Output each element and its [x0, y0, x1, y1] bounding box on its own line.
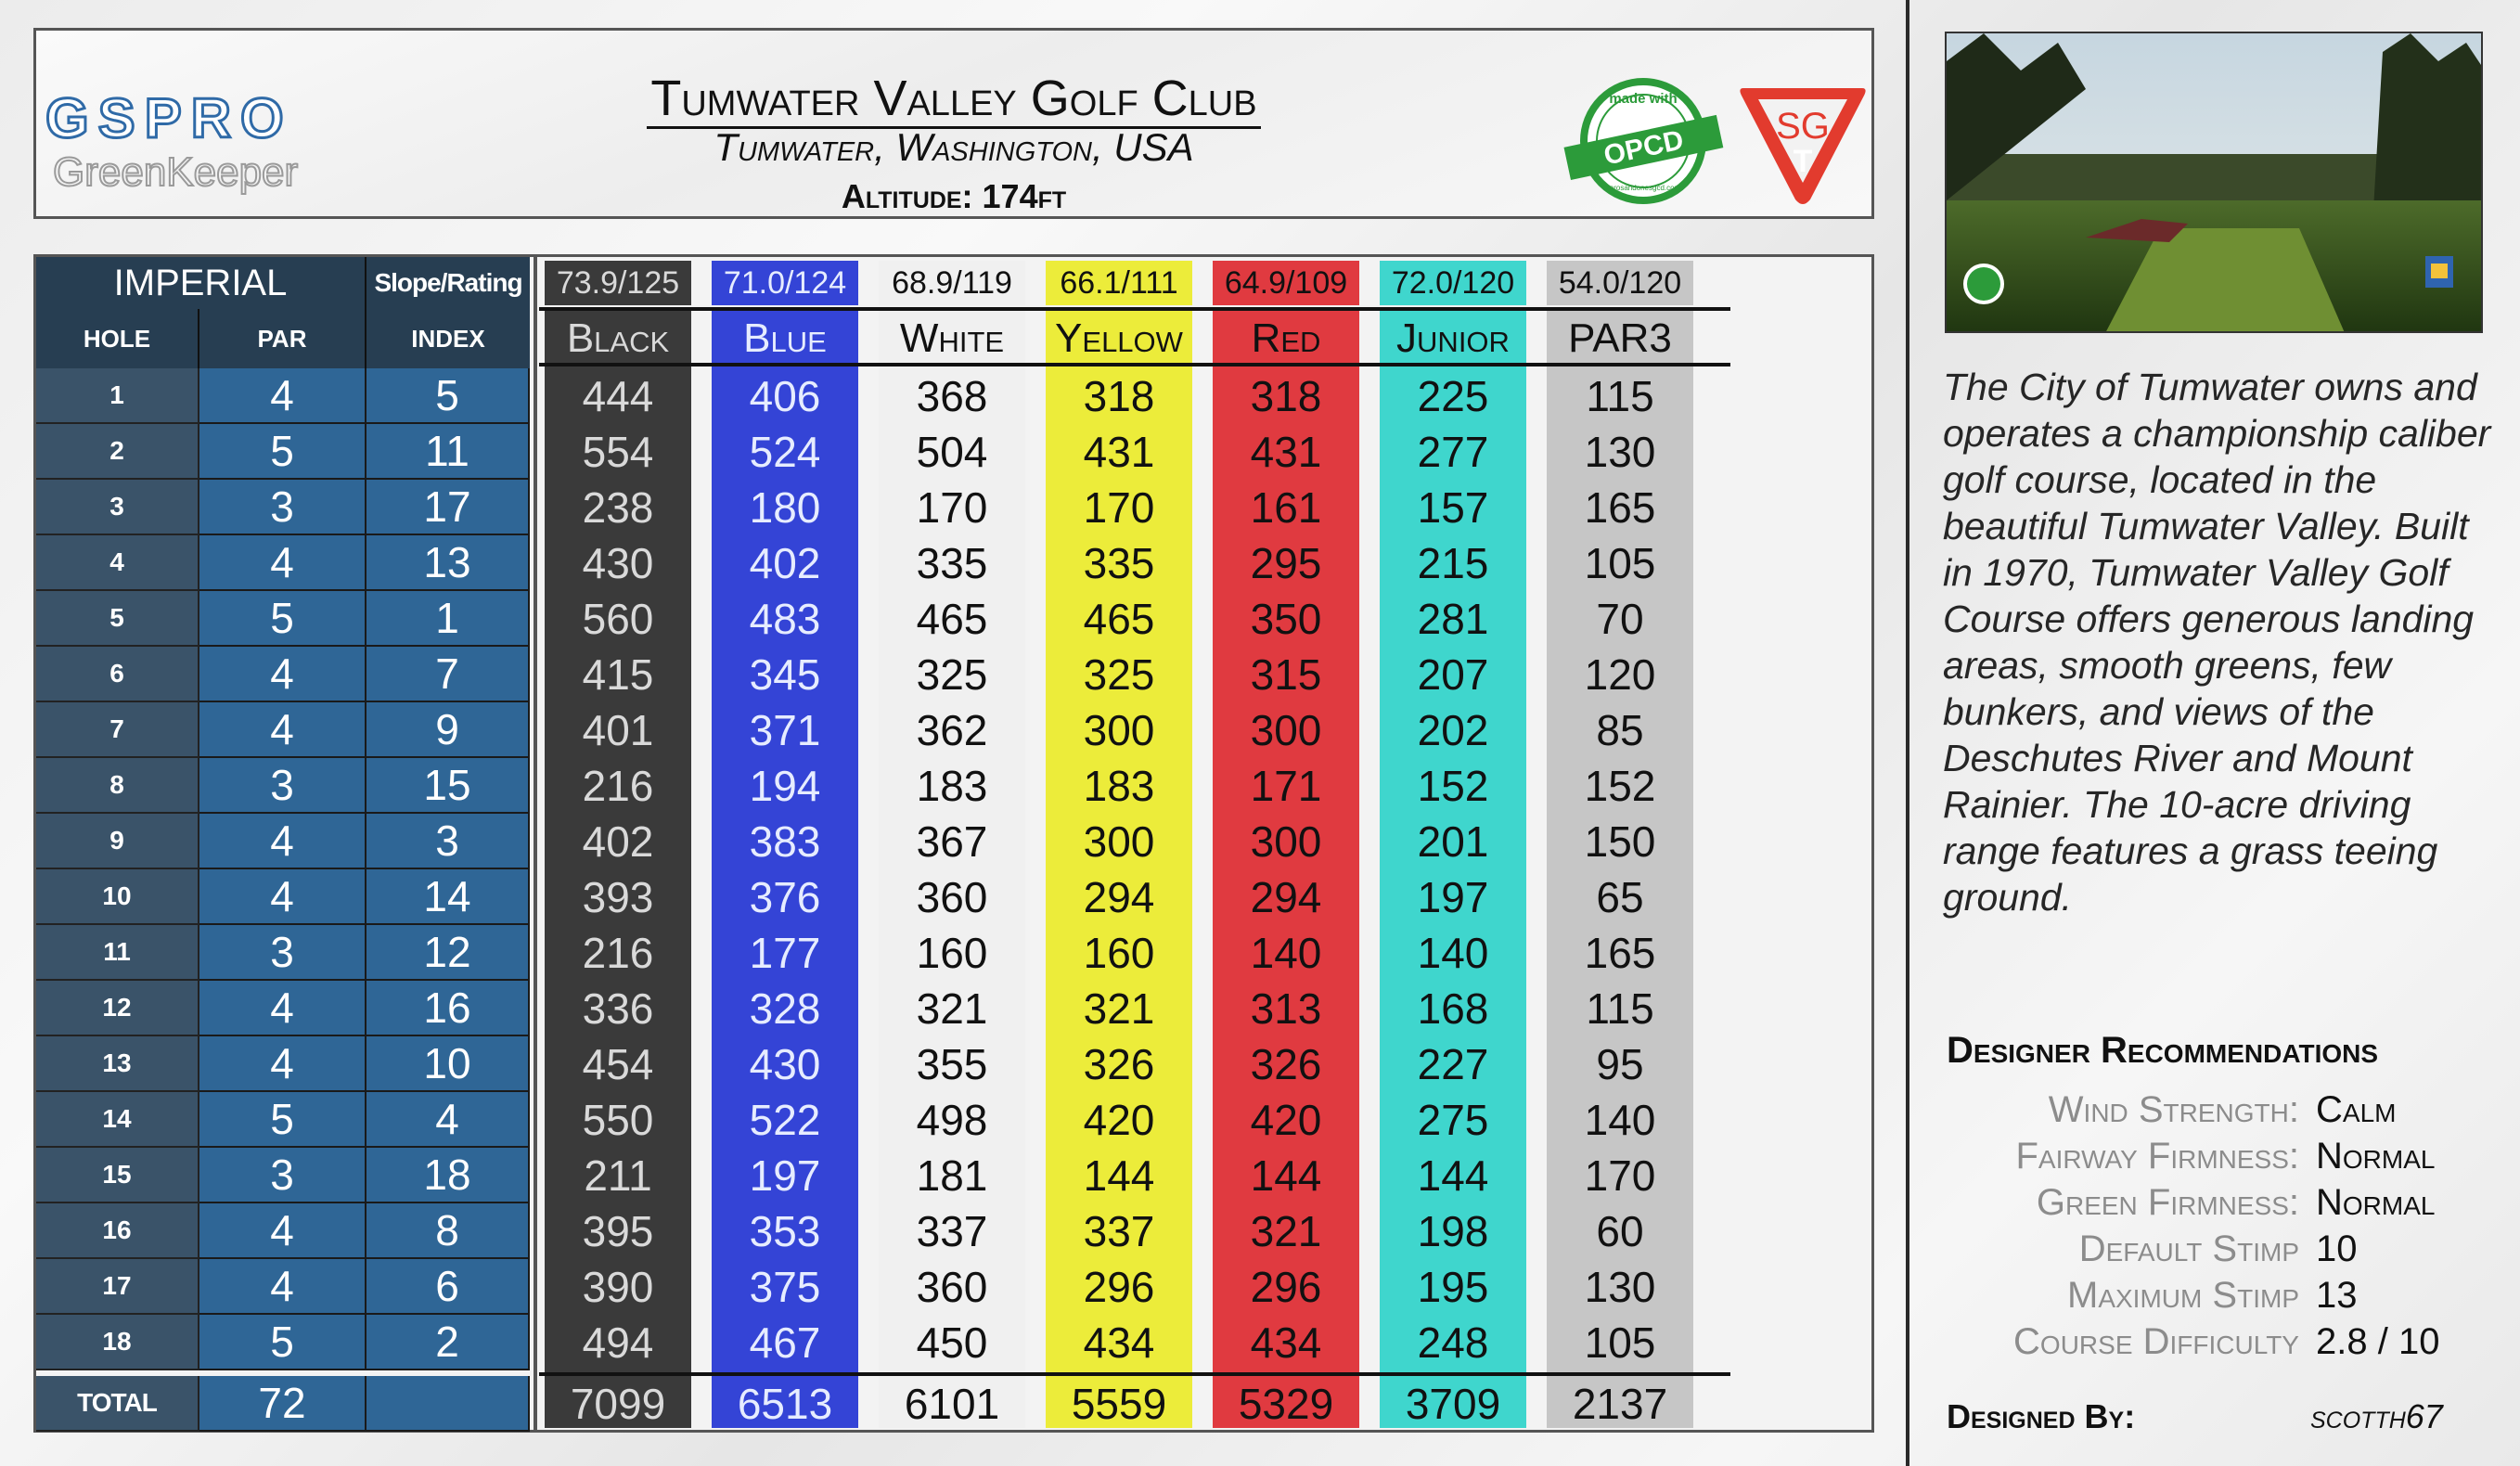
tee-name-blue: Blue	[743, 315, 827, 361]
tee-yardage: 144	[1417, 1151, 1489, 1200]
tee-total-black: 7099	[570, 1380, 666, 1428]
tee-yardage: 554	[582, 428, 654, 476]
tee-yardage: 144	[1250, 1151, 1322, 1200]
tee-yardage: 524	[749, 428, 821, 476]
hole-index: 2	[366, 1315, 530, 1370]
tee-yardage: 248	[1417, 1318, 1489, 1367]
recommendation-value: 13	[2316, 1275, 2358, 1316]
hole-number: 8	[36, 758, 199, 814]
tee-yardage: 467	[749, 1318, 821, 1367]
tee-yardage: 60	[1596, 1207, 1644, 1255]
hole-index: 13	[366, 535, 530, 591]
tee-yardage: 70	[1596, 595, 1644, 643]
hole-index: 3	[366, 814, 530, 869]
tee-yardage: 165	[1584, 483, 1656, 532]
tee-yardage: 390	[582, 1263, 654, 1311]
tee-yardage: 345	[749, 650, 821, 699]
index-column-header: INDEX	[366, 309, 530, 368]
panel-divider	[1906, 0, 1909, 1466]
recommendation-label: Green Firmness:	[2036, 1182, 2299, 1223]
tee-yardage: 353	[749, 1207, 821, 1255]
tee-yardage: 498	[916, 1096, 988, 1144]
tee-yardage: 202	[1417, 706, 1489, 754]
hole-par: 5	[199, 1092, 366, 1148]
units-label: IMPERIAL	[36, 257, 366, 309]
hole-number: 4	[36, 535, 199, 591]
tee-yardage: 367	[916, 817, 988, 866]
hole-index: 11	[366, 424, 530, 480]
column-separator	[534, 257, 537, 1432]
hole-index: 12	[366, 925, 530, 981]
tee-yardage: 198	[1417, 1207, 1489, 1255]
tee-rating-par3: 54.0/120	[1547, 261, 1693, 305]
tee-rating-junior: 72.0/120	[1380, 261, 1526, 305]
course-altitude: Altitude: 174ft	[841, 177, 1067, 215]
designer-recommendations-heading: Designer Recommendations	[1947, 1030, 2379, 1071]
tee-yardage: 350	[1250, 595, 1322, 643]
recommendation-value: 10	[2316, 1228, 2358, 1269]
tee-yardage: 371	[749, 706, 821, 754]
hole-par: 3	[199, 1148, 366, 1203]
hole-number: 5	[36, 591, 199, 647]
tee-name-par3: PAR3	[1568, 315, 1672, 361]
hole-par: 4	[199, 869, 366, 925]
tee-yardage: 300	[1083, 706, 1155, 754]
slope-rating-label: Slope/Rating	[366, 257, 530, 309]
tee-yardage: 415	[582, 650, 654, 699]
tee-yardage: 170	[916, 483, 988, 532]
total-par: 72	[199, 1376, 366, 1432]
tee-name-red: Red	[1251, 315, 1321, 361]
tee-yardage: 494	[582, 1318, 654, 1367]
tee-yardage: 337	[916, 1207, 988, 1255]
tee-yardage: 183	[1083, 762, 1155, 810]
tee-yardage: 160	[916, 929, 988, 977]
hole-index: 17	[366, 480, 530, 535]
designed-by-label: Designed By:	[1947, 1397, 2136, 1435]
hole-par: 4	[199, 647, 366, 702]
tee-yardage: 315	[1250, 650, 1322, 699]
tee-yardage: 296	[1250, 1263, 1322, 1311]
tee-yardage: 434	[1250, 1318, 1322, 1367]
tee-yardage: 144	[1083, 1151, 1155, 1200]
recommendation-label: Wind Strength:	[2048, 1089, 2299, 1130]
tee-yardage: 300	[1250, 706, 1322, 754]
hole-par: 4	[199, 981, 366, 1036]
tee-yardage: 157	[1417, 483, 1489, 532]
tee-yardage: 115	[1586, 372, 1654, 420]
recommendation-value: 2.8 / 10	[2316, 1321, 2440, 1362]
recommendation-label: Maximum Stimp	[2067, 1275, 2299, 1316]
tee-yardage: 430	[749, 1040, 821, 1088]
hole-par: 4	[199, 814, 366, 869]
tee-yardage: 130	[1584, 1263, 1656, 1311]
tee-yardage: 105	[1584, 539, 1656, 587]
hole-index: 1	[366, 591, 530, 647]
tee-yardage: 161	[1250, 483, 1322, 532]
tee-yardage: 420	[1083, 1096, 1155, 1144]
hole-index: 7	[366, 647, 530, 702]
tee-yardage: 277	[1417, 428, 1489, 476]
tee-yardage: 362	[916, 706, 988, 754]
tee-name-yellow: Yellow	[1055, 315, 1183, 361]
tee-yardage: 160	[1083, 929, 1155, 977]
course-title-text: Tumwater Valley Golf Club	[647, 71, 1260, 129]
designed-by-value: scotth67	[2310, 1397, 2443, 1435]
tee-yardage: 216	[582, 762, 654, 810]
tee-yardage: 402	[749, 539, 821, 587]
tee-yardage: 177	[749, 929, 821, 977]
tee-yardage: 375	[749, 1263, 821, 1311]
hole-index: 6	[366, 1259, 530, 1315]
tee-yardage: 294	[1250, 873, 1322, 921]
tee-rating-white: 68.9/119	[879, 261, 1025, 305]
tee-yardage: 522	[749, 1096, 821, 1144]
total-label: TOTAL	[36, 1376, 199, 1432]
hole-number: 7	[36, 702, 199, 758]
tee-yardage: 216	[582, 929, 654, 977]
tee-yardage: 355	[916, 1040, 988, 1088]
tee-yardage: 168	[1417, 984, 1489, 1033]
course-preview-image	[1945, 32, 2483, 333]
sgt-badge-sub-text: T	[1793, 144, 1813, 179]
tee-total-junior: 3709	[1405, 1380, 1501, 1428]
header-panel	[33, 28, 1874, 219]
tee-yardage: 105	[1584, 1318, 1656, 1367]
tee-yardage: 183	[916, 762, 988, 810]
tee-yardage: 295	[1250, 539, 1322, 587]
tee-yardage: 393	[582, 873, 654, 921]
tee-rating-black: 73.9/125	[545, 261, 691, 305]
hole-par: 4	[199, 702, 366, 758]
hole-index: 9	[366, 702, 530, 758]
tee-total-par3: 2137	[1572, 1380, 1668, 1428]
tee-yardage: 336	[582, 984, 654, 1033]
opcd-badge-icon	[1558, 71, 1725, 211]
hole-number: 16	[36, 1203, 199, 1259]
hole-index: 18	[366, 1148, 530, 1203]
tee-yardage: 326	[1083, 1040, 1155, 1088]
tee-yardage: 115	[1586, 984, 1654, 1033]
hole-number: 13	[36, 1036, 199, 1092]
tee-yardage: 401	[582, 706, 654, 754]
tee-yardage: 328	[749, 984, 821, 1033]
tee-yardage: 550	[582, 1096, 654, 1144]
hole-par: 5	[199, 591, 366, 647]
hole-number: 15	[36, 1148, 199, 1203]
tee-yardage: 197	[749, 1151, 821, 1200]
recommendation-value: Normal	[2316, 1182, 2436, 1223]
tee-yardage: 215	[1417, 539, 1489, 587]
tee-yardage: 95	[1596, 1040, 1644, 1088]
par-column-header: PAR	[199, 309, 366, 368]
tee-yardage: 504	[916, 428, 988, 476]
hole-par: 4	[199, 535, 366, 591]
recommendation-label: Course Difficulty	[2013, 1321, 2299, 1362]
hole-index: 8	[366, 1203, 530, 1259]
tee-yardage: 300	[1083, 817, 1155, 866]
tee-yardage: 465	[916, 595, 988, 643]
tee-yardage: 150	[1584, 817, 1656, 866]
hole-number: 6	[36, 647, 199, 702]
opcd-badge-bottom-text: zerosandonesgcd.com	[1605, 184, 1681, 192]
opcd-badge-top-text: made with	[1609, 91, 1678, 107]
hole-par: 5	[199, 424, 366, 480]
tee-yardage: 450	[916, 1318, 988, 1367]
tee-yardage: 85	[1596, 706, 1644, 754]
tee-yardage: 281	[1417, 595, 1489, 643]
greenkeeper-logo-text: GreenKeeper	[53, 149, 299, 195]
tee-yardage: 431	[1083, 428, 1155, 476]
tee-total-red: 5329	[1238, 1380, 1334, 1428]
recommendation-label: Default Stimp	[2078, 1228, 2299, 1269]
hole-index: 16	[366, 981, 530, 1036]
hole-number: 10	[36, 869, 199, 925]
tee-yardage: 321	[1083, 984, 1155, 1033]
tee-yardage: 195	[1417, 1263, 1489, 1311]
tee-yardage: 321	[1250, 1207, 1322, 1255]
course-description: The City of Tumwater owns and operates a championship caliber golf course, located in the beautiful Tumwater Valley. Built in 1970, Tumwater Valley Golf Course offers generous landing areas, smooth greens, few bunkers, and views of the Deschutes River and Mount Rainier. The 10-acre driving range features a grass teeing ground.	[1943, 366, 2491, 919]
tee-yardage: 130	[1584, 428, 1656, 476]
hole-number: 17	[36, 1259, 199, 1315]
tee-yardage: 140	[1250, 929, 1322, 977]
tee-yardage: 181	[916, 1151, 988, 1200]
sgt-badge-icon	[1736, 81, 1870, 211]
hole-par: 3	[199, 758, 366, 814]
hole-par: 4	[199, 368, 366, 424]
hole-par: 3	[199, 925, 366, 981]
hole-par: 3	[199, 480, 366, 535]
tee-name-black: Black	[566, 315, 670, 361]
tee-yardage: 444	[582, 372, 654, 420]
tee-yardage: 207	[1417, 650, 1489, 699]
tee-yardage: 431	[1250, 428, 1322, 476]
hole-number: 9	[36, 814, 199, 869]
total-index-empty	[366, 1376, 530, 1432]
tee-name-white: White	[899, 315, 1005, 361]
tee-yardage: 296	[1083, 1263, 1155, 1311]
tee-yardage: 211	[584, 1151, 652, 1200]
tee-yardage: 321	[916, 984, 988, 1033]
recommendation-value: Calm	[2316, 1089, 2397, 1130]
tee-yardage: 465	[1083, 595, 1155, 643]
hole-par: 4	[199, 1203, 366, 1259]
table-rule-line	[539, 307, 1730, 311]
tee-yardage: 420	[1250, 1096, 1322, 1144]
tee-total-blue: 6513	[737, 1380, 833, 1428]
tee-yardage: 275	[1417, 1096, 1489, 1144]
hole-par: 4	[199, 1036, 366, 1092]
tee-yardage: 360	[916, 873, 988, 921]
tee-yardage: 376	[749, 873, 821, 921]
hole-number: 3	[36, 480, 199, 535]
tee-yardage: 238	[582, 483, 654, 532]
tee-yardage: 395	[582, 1207, 654, 1255]
table-rule-line	[539, 1372, 1730, 1376]
tee-yardage: 152	[1584, 762, 1656, 810]
hole-number: 1	[36, 368, 199, 424]
tee-yardage: 180	[749, 483, 821, 532]
tee-yardage: 483	[749, 595, 821, 643]
tee-yardage: 170	[1083, 483, 1155, 532]
hole-par: 5	[199, 1315, 366, 1370]
opcd-badge-main-text: OPCD	[1601, 124, 1687, 172]
tee-yardage: 360	[916, 1263, 988, 1311]
tee-yardage: 120	[1584, 650, 1656, 699]
tee-total-yellow: 5559	[1071, 1380, 1167, 1428]
tee-yardage: 140	[1584, 1096, 1656, 1144]
hole-par: 4	[199, 1259, 366, 1315]
tee-name-junior: Junior	[1396, 315, 1510, 361]
scorecard-table	[33, 254, 1874, 1433]
tee-yardage: 152	[1417, 762, 1489, 810]
course-landscape-image	[1947, 33, 2483, 333]
tee-yardage: 325	[916, 650, 988, 699]
hole-number: 2	[36, 424, 199, 480]
sgt-badge-main-text: SG	[1776, 106, 1830, 147]
tee-yardage: 165	[1584, 929, 1656, 977]
tee-yardage: 337	[1083, 1207, 1155, 1255]
tee-yardage: 406	[749, 372, 821, 420]
recommendation-label: Fairway Firmness:	[2015, 1136, 2299, 1177]
hole-number: 14	[36, 1092, 199, 1148]
tee-rating-red: 64.9/109	[1213, 261, 1359, 305]
hole-column-header: HOLE	[36, 309, 199, 368]
tee-yardage: 402	[582, 817, 654, 866]
tee-yardage: 140	[1417, 929, 1489, 977]
tee-yardage: 171	[1250, 762, 1322, 810]
table-rule-line	[539, 363, 1730, 366]
tee-yardage: 454	[582, 1040, 654, 1088]
tee-yardage: 434	[1083, 1318, 1155, 1367]
tee-yardage: 201	[1417, 817, 1489, 866]
tee-rating-blue: 71.0/124	[712, 261, 858, 305]
tee-yardage: 294	[1083, 873, 1155, 921]
tee-yardage: 318	[1250, 372, 1322, 420]
tee-yardage: 318	[1083, 372, 1155, 420]
hole-index: 4	[366, 1092, 530, 1148]
hole-index: 14	[366, 869, 530, 925]
tee-yardage: 227	[1417, 1040, 1489, 1088]
tee-yardage: 325	[1083, 650, 1155, 699]
tee-yardage: 313	[1250, 984, 1322, 1033]
course-location: Tumwater, Washington, USA	[714, 125, 1194, 169]
recommendation-value: Normal	[2316, 1136, 2436, 1177]
tee-rating-yellow: 66.1/111	[1046, 261, 1192, 305]
tee-yardage: 225	[1417, 372, 1489, 420]
hole-index: 10	[366, 1036, 530, 1092]
tee-yardage: 197	[1417, 873, 1489, 921]
tee-yardage: 65	[1596, 873, 1644, 921]
hole-number: 11	[36, 925, 199, 981]
tee-yardage: 368	[916, 372, 988, 420]
gspro-logo-text: GSPRO	[45, 87, 293, 149]
tee-yardage: 300	[1250, 817, 1322, 866]
tee-yardage: 560	[582, 595, 654, 643]
tee-yardage: 430	[582, 539, 654, 587]
hole-index: 5	[366, 368, 530, 424]
tee-yardage: 326	[1250, 1040, 1322, 1088]
tee-yardage: 170	[1584, 1151, 1656, 1200]
tee-total-white: 6101	[904, 1380, 1000, 1428]
tee-yardage: 383	[749, 817, 821, 866]
tee-yardage: 194	[749, 762, 821, 810]
hole-index: 15	[366, 758, 530, 814]
hole-number: 18	[36, 1315, 199, 1370]
hole-number: 12	[36, 981, 199, 1036]
tee-yardage: 335	[916, 539, 988, 587]
tee-yardage: 335	[1083, 539, 1155, 587]
